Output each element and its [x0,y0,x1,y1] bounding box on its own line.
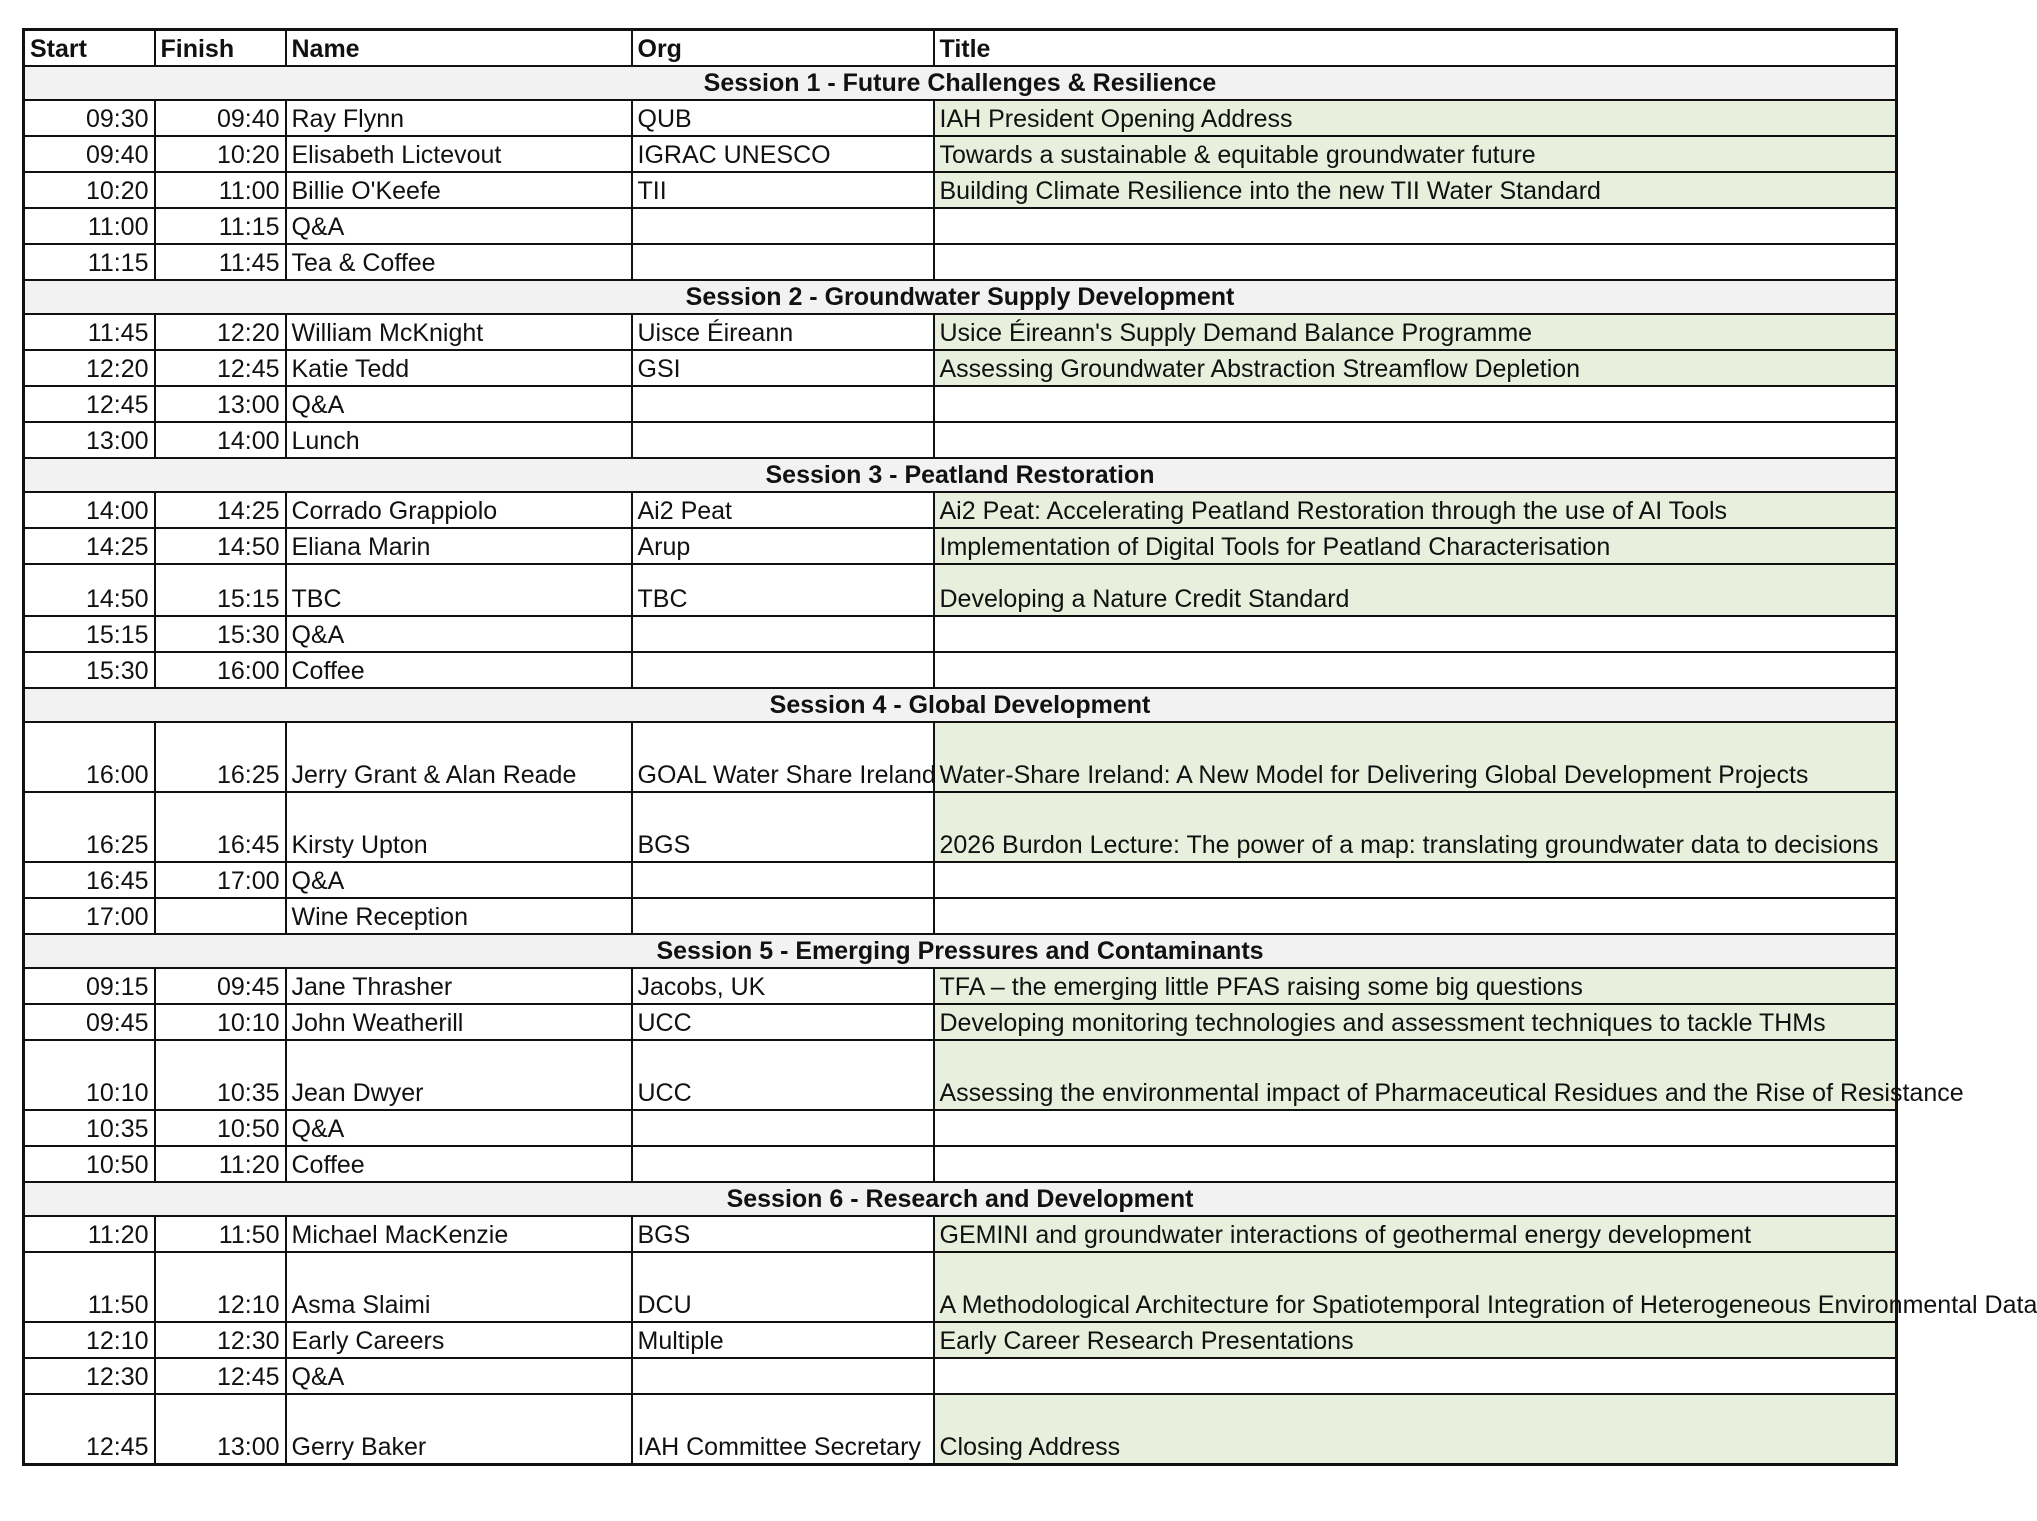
cell-finish: 12:30 [155,1322,286,1358]
cell-name: John Weatherill [286,1004,632,1040]
cell-org: UCC [632,1040,934,1110]
cell-title: Water-Share Ireland: A New Model for Delivering Global Development Projects [934,722,1897,792]
session-title: Session 6 - Research and Development [24,1182,1897,1216]
table-row [24,422,1897,458]
cell-finish: 10:35 [155,1040,286,1110]
cell-org: IAH Committee Secretary [632,1394,934,1465]
table-row [24,136,1897,172]
cell-start: 10:10 [24,1040,155,1110]
cell-title: Developing monitoring technologies and assessment techniques to tackle THMs [934,1004,1897,1040]
table-row [24,172,1897,208]
session-title: Session 4 - Global Development [24,688,1897,722]
cell-title: GEMINI and groundwater interactions of geothermal energy development [934,1216,1897,1252]
cell-start: 13:00 [24,422,155,458]
table-row [24,1146,1897,1182]
cell-title: Assessing Groundwater Abstraction Streamflow Depletion [934,350,1897,386]
cell-org [632,898,934,934]
cell-finish: 11:15 [155,208,286,244]
cell-org [632,862,934,898]
cell-finish: 13:00 [155,1394,286,1465]
table-row [24,1040,1897,1110]
cell-title [934,1358,1897,1394]
cell-start: 12:10 [24,1322,155,1358]
cell-start: 16:25 [24,792,155,862]
cell-name: Lunch [286,422,632,458]
cell-finish: 12:45 [155,350,286,386]
cell-org [632,1146,934,1182]
cell-org: Multiple [632,1322,934,1358]
header-name: Name [286,30,632,67]
cell-finish: 10:50 [155,1110,286,1146]
cell-org: IGRAC UNESCO [632,136,934,172]
cell-start: 09:40 [24,136,155,172]
cell-title: Assessing the environmental impact of Pharmaceutical Residues and the Rise of Resistance [934,1040,1897,1110]
session-header-row [24,280,1897,314]
table-row [24,564,1897,616]
cell-start: 16:45 [24,862,155,898]
cell-start: 14:00 [24,492,155,528]
cell-org: UCC [632,1004,934,1040]
schedule-table [22,28,2037,1466]
cell-name: Gerry Baker [286,1394,632,1465]
cell-start: 15:15 [24,616,155,652]
header-row [24,30,1897,67]
cell-start: 11:45 [24,314,155,350]
cell-org: TII [632,172,934,208]
table-row [24,314,1897,350]
cell-finish: 09:40 [155,100,286,136]
cell-start: 11:00 [24,208,155,244]
cell-finish: 14:00 [155,422,286,458]
session-title: Session 3 - Peatland Restoration [24,458,1897,492]
table-row [24,1252,1897,1322]
cell-start: 16:00 [24,722,155,792]
cell-org [632,386,934,422]
cell-name: Q&A [286,208,632,244]
cell-finish: 17:00 [155,862,286,898]
table-row [24,1216,1897,1252]
cell-finish: 16:45 [155,792,286,862]
cell-start: 10:35 [24,1110,155,1146]
cell-start: 12:30 [24,1358,155,1394]
cell-org [632,1110,934,1146]
cell-finish: 10:20 [155,136,286,172]
cell-title [934,898,1897,934]
cell-start: 11:50 [24,1252,155,1322]
cell-name: Kirsty Upton [286,792,632,862]
cell-org: Ai2 Peat [632,492,934,528]
cell-name: Michael MacKenzie [286,1216,632,1252]
cell-name: Jean Dwyer [286,1040,632,1110]
cell-title: Usice Éireann's Supply Demand Balance Programme [934,314,1897,350]
cell-org [632,422,934,458]
header-start: Start [24,30,155,67]
cell-finish: 15:30 [155,616,286,652]
table-row [24,1004,1897,1040]
cell-title: Towards a sustainable & equitable groundwater future [934,136,1897,172]
cell-name: Coffee [286,652,632,688]
table-row [24,528,1897,564]
cell-name: Wine Reception [286,898,632,934]
cell-name: Coffee [286,1146,632,1182]
cell-start: 11:15 [24,244,155,280]
cell-name: William McKnight [286,314,632,350]
cell-name: Billie O'Keefe [286,172,632,208]
cell-title [934,616,1897,652]
cell-org: TBC [632,564,934,616]
cell-finish: 13:00 [155,386,286,422]
cell-finish: 11:50 [155,1216,286,1252]
cell-start: 12:20 [24,350,155,386]
cell-name: Jerry Grant & Alan Reade [286,722,632,792]
cell-title: A Methodological Architecture for Spatiotemporal Integration of Heterogeneous Environmental Data [934,1252,1897,1322]
cell-org [632,616,934,652]
cell-title: Developing a Nature Credit Standard [934,564,1897,616]
cell-finish: 16:00 [155,652,286,688]
cell-title: Building Climate Resilience into the new TII Water Standard [934,172,1897,208]
cell-finish: 12:10 [155,1252,286,1322]
cell-title [934,422,1897,458]
header-title: Title [934,30,1897,67]
cell-name: Asma Slaimi [286,1252,632,1322]
cell-org: BGS [632,792,934,862]
schedule-body [24,66,2037,1465]
cell-start: 15:30 [24,652,155,688]
cell-title: TFA – the emerging little PFAS raising some big questions [934,968,1897,1004]
table-row [24,100,1897,136]
cell-finish: 09:45 [155,968,286,1004]
cell-finish: 16:25 [155,722,286,792]
table-row [24,350,1897,386]
cell-org [632,208,934,244]
cell-finish: 12:45 [155,1358,286,1394]
cell-title [934,862,1897,898]
cell-start: 09:15 [24,968,155,1004]
cell-org: Uisce Éireann [632,314,934,350]
cell-title: Implementation of Digital Tools for Peatland Characterisation [934,528,1897,564]
session-header-row [24,688,1897,722]
session-header-row [24,458,1897,492]
cell-finish: 14:25 [155,492,286,528]
cell-name: Q&A [286,386,632,422]
cell-finish: 10:10 [155,1004,286,1040]
cell-finish: 11:00 [155,172,286,208]
cell-name: Q&A [286,1358,632,1394]
cell-title: Early Career Research Presentations [934,1322,1897,1358]
cell-org: Arup [632,528,934,564]
header-finish: Finish [155,30,286,67]
cell-org: DCU [632,1252,934,1322]
cell-org: GSI [632,350,934,386]
cell-start: 14:50 [24,564,155,616]
cell-name: Ray Flynn [286,100,632,136]
cell-name: Q&A [286,1110,632,1146]
cell-finish: 11:20 [155,1146,286,1182]
cell-finish [155,898,286,934]
cell-title [934,386,1897,422]
cell-title [934,1146,1897,1182]
cell-finish: 15:15 [155,564,286,616]
cell-org: Jacobs, UK [632,968,934,1004]
table-row [24,792,1897,862]
cell-title [934,652,1897,688]
cell-name: Tea & Coffee [286,244,632,280]
cell-org: BGS [632,1216,934,1252]
table-row [24,862,1897,898]
table-row [24,1394,1897,1465]
cell-name: Eliana Marin [286,528,632,564]
cell-name: Katie Tedd [286,350,632,386]
table-row [24,616,1897,652]
cell-start: 11:20 [24,1216,155,1252]
cell-name: Early Careers [286,1322,632,1358]
cell-title: 2026 Burdon Lecture: The power of a map: translating groundwater data to decisions [934,792,1897,862]
table-row [24,722,1897,792]
cell-org [632,1358,934,1394]
cell-title: IAH President Opening Address [934,100,1897,136]
cell-org [632,652,934,688]
cell-finish: 11:45 [155,244,286,280]
cell-title [934,1110,1897,1146]
cell-title: Ai2 Peat: Accelerating Peatland Restoration through the use of AI Tools [934,492,1897,528]
table-row [24,968,1897,1004]
table-row [24,208,1897,244]
cell-start: 17:00 [24,898,155,934]
cell-start: 14:25 [24,528,155,564]
cell-title [934,208,1897,244]
cell-org: QUB [632,100,934,136]
header-org: Org [632,30,934,67]
cell-org: GOAL Water Share Ireland [632,722,934,792]
session-header-row [24,934,1897,968]
session-title: Session 1 - Future Challenges & Resilience [24,66,1897,100]
session-header-row [24,1182,1897,1216]
cell-name: Jane Thrasher [286,968,632,1004]
cell-start: 10:50 [24,1146,155,1182]
cell-name: Elisabeth Lictevout [286,136,632,172]
table-row [24,1358,1897,1394]
cell-start: 12:45 [24,1394,155,1465]
table-row [24,386,1897,422]
cell-start: 10:20 [24,172,155,208]
cell-name: TBC [286,564,632,616]
session-header-row [24,66,1897,100]
cell-org [632,244,934,280]
cell-name: Corrado Grappiolo [286,492,632,528]
table-row [24,492,1897,528]
table-row [24,1322,1897,1358]
cell-title [934,244,1897,280]
cell-start: 12:45 [24,386,155,422]
table-row [24,244,1897,280]
session-title: Session 2 - Groundwater Supply Development [24,280,1897,314]
cell-name: Q&A [286,616,632,652]
cell-name: Q&A [286,862,632,898]
cell-start: 09:45 [24,1004,155,1040]
cell-start: 09:30 [24,100,155,136]
cell-title: Closing Address [934,1394,1897,1465]
session-title: Session 5 - Emerging Pressures and Contaminants [24,934,1897,968]
cell-finish: 14:50 [155,528,286,564]
table-row [24,898,1897,934]
table-row [24,652,1897,688]
cell-finish: 12:20 [155,314,286,350]
table-row [24,1110,1897,1146]
